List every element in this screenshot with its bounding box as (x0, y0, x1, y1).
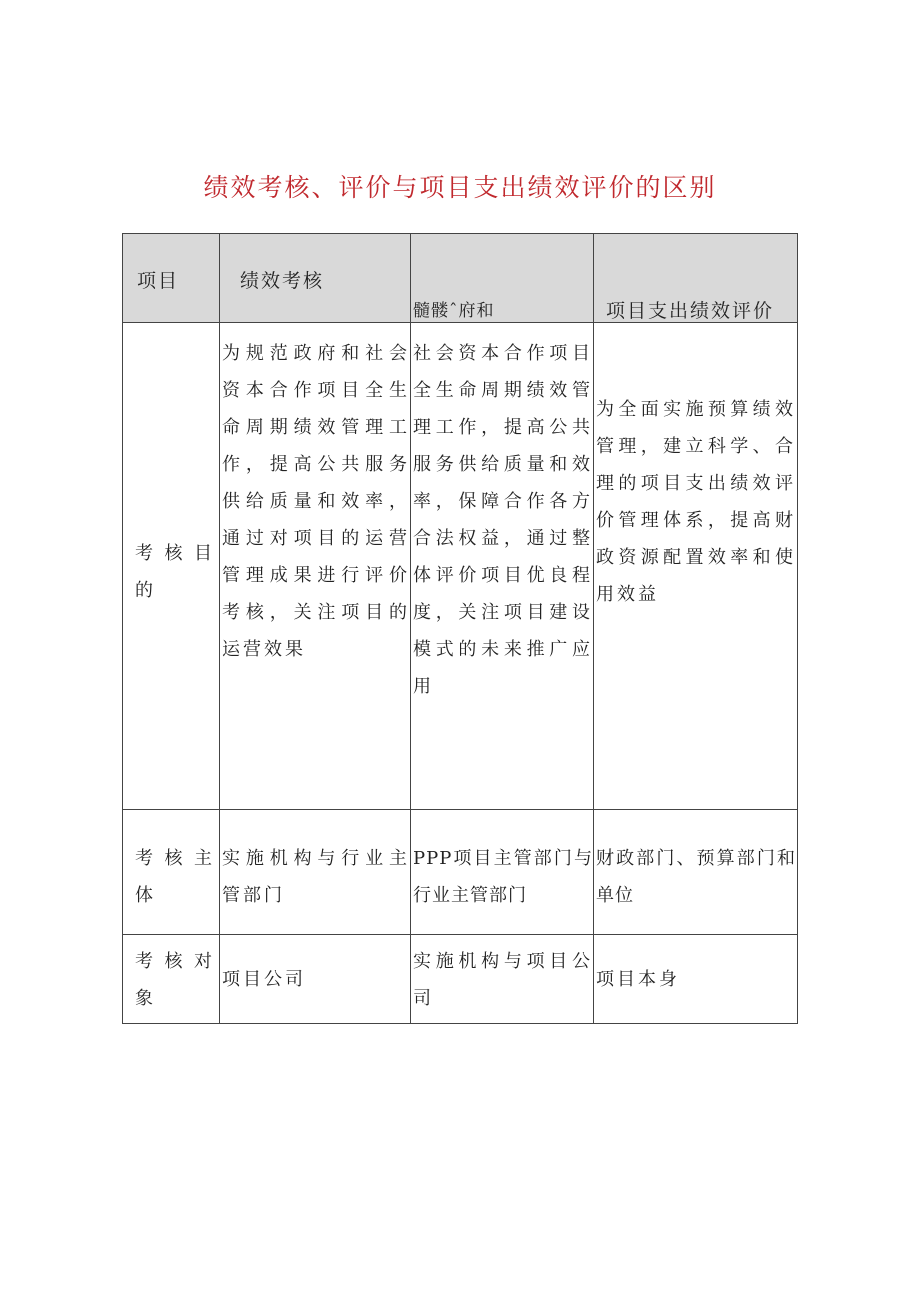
header-project-expenditure-evaluation: 项目支出绩效评价 (606, 300, 775, 322)
row-label-object: 考核对象 (135, 951, 215, 1009)
row-label-purpose: 考核目的 (135, 543, 215, 601)
header-performance-assessment: 绩效考核 (240, 270, 325, 292)
purpose-ppp-evaluation: 社会资本合作项目全生命周期绩效管理工作，提高公共服务供给质量和效率，保障合作各方合法权益，通过整体评价项目优良程度，关注项目建设模式的未来推广应用 (413, 343, 593, 697)
object-expenditure-evaluation: 项目本身 (596, 969, 680, 990)
header-cell (123, 234, 220, 323)
purpose-expenditure-evaluation: 为全面实施预算绩效管理，建立科学、合理的项目支出绩效评价管理体系，提高财政资源配置效率和使用效益 (596, 399, 796, 605)
table-header-row (123, 234, 798, 323)
object-ppp-evaluation: 实施机构与项目公司 (413, 951, 593, 1009)
header-ppp-evaluation: 髓髅ˆ府和 (413, 301, 495, 321)
purpose-performance-assessment: 为规范政府和社会资本合作项目全生命周期绩效管理工作，提高公共服务供给质量和效率，通过对项目的运营管理成果进行评价考核，关注项目的运营效果 (222, 343, 410, 660)
subject-ppp-evaluation: PPP项目主管部门与行业主管部门 (413, 848, 593, 906)
table-row (123, 323, 798, 810)
row-label-subject: 考核主体 (135, 848, 215, 906)
header-project: 项目 (137, 270, 180, 292)
table-row (123, 935, 798, 1024)
table-row (123, 810, 798, 935)
object-performance-assessment: 项目公司 (222, 969, 306, 990)
header-cell (411, 234, 594, 323)
header-cell (594, 234, 798, 323)
document-title: 绩效考核、评价与项目支出绩效评价的区别 (203, 173, 717, 202)
subject-performance-assessment: 实施机构与行业主管部门 (222, 848, 410, 906)
header-cell (220, 234, 411, 323)
comparison-table (122, 233, 798, 1024)
subject-expenditure-evaluation: 财政部门、预算部门和单位 (596, 848, 796, 906)
